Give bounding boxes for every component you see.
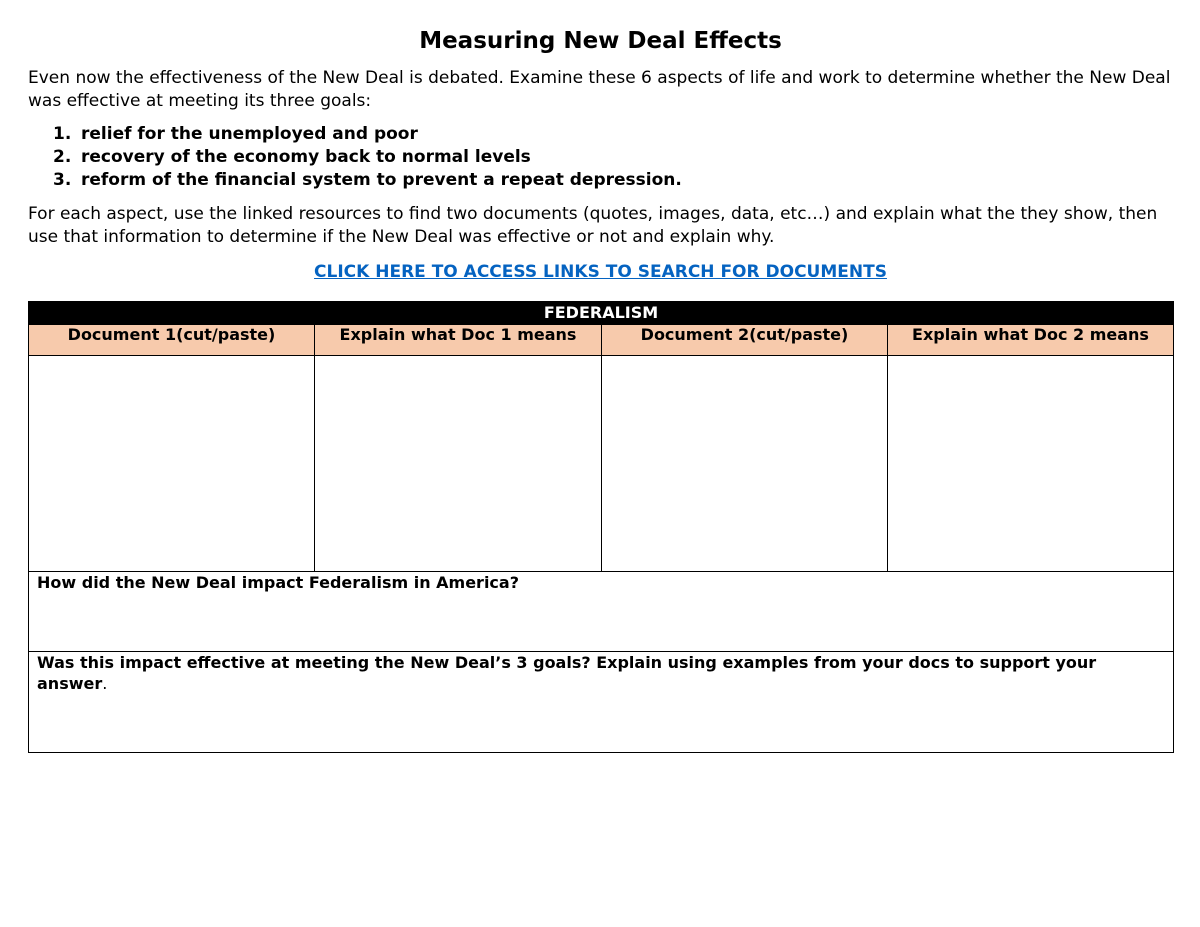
instructions-paragraph: For each aspect, use the linked resources to find two documents (quotes, images, data, etc…) and explain what the they show, then use that information to determine if the New Deal was effective or not and explain why. [28, 204, 1158, 247]
question-2-text: Was this impact effective at meeting the New Deal’s 3 goals? Explain using examples from your docs to support your answer [37, 653, 1097, 693]
goal-text: reform of the financial system to prevent a repeat depression. [81, 170, 682, 190]
column-header-doc1: Document 1(cut/paste) [29, 325, 315, 356]
column-header-explain-doc1: Explain what Doc 1 means [315, 325, 602, 356]
section-header: FEDERALISM [29, 302, 1174, 325]
goal-item [53, 169, 1173, 192]
goals-list [28, 123, 1173, 192]
column-header-doc2: Document 2(cut/paste) [602, 325, 888, 356]
worksheet-page [28, 26, 1173, 693]
intro-paragraph: Even now the effectiveness of the New Deal is debated. Examine these 6 aspects of life and work to determine whether the New Deal was effective at meeting its three goals: [28, 68, 1171, 111]
link-line [28, 261, 1173, 284]
goal-number: 1. [53, 124, 72, 144]
goal-item [53, 123, 1173, 146]
explain-doc1-input-cell[interactable] [315, 356, 602, 572]
goal-text: relief for the unemployed and poor [81, 124, 418, 144]
question-1-text: How did the New Deal impact Federalism in America? [37, 573, 519, 592]
question-2-period: . [102, 674, 108, 693]
goal-item [53, 146, 1173, 169]
doc2-input-cell[interactable] [602, 356, 888, 572]
goal-number: 3. [53, 170, 72, 190]
question-1-cell[interactable] [29, 572, 1174, 652]
goal-text: recovery of the economy back to normal levels [81, 147, 531, 167]
federalism-table [28, 301, 1174, 753]
explain-doc2-input-cell[interactable] [888, 356, 1174, 572]
goal-number: 2. [53, 147, 72, 167]
column-header-explain-doc2: Explain what Doc 2 means [888, 325, 1174, 356]
doc1-input-cell[interactable] [29, 356, 315, 572]
documents-link[interactable]: CLICK HERE TO ACCESS LINKS TO SEARCH FOR DOCUMENTS [314, 262, 887, 282]
page-title: Measuring New Deal Effects [419, 28, 782, 54]
question-2-cell[interactable] [29, 652, 1174, 753]
